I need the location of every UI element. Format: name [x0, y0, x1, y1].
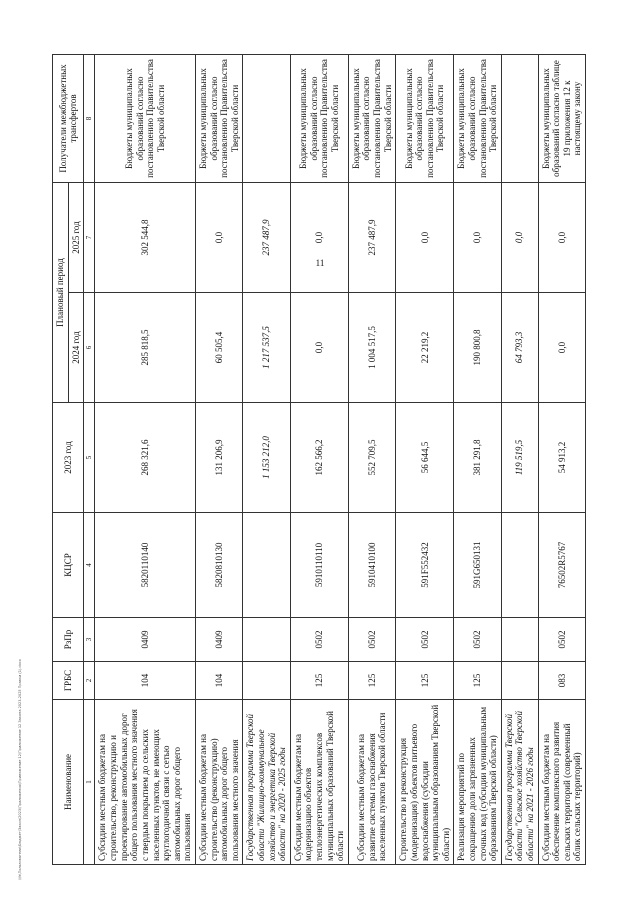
cell-y2025: 0,0	[454, 183, 501, 293]
column-number: 4	[84, 513, 95, 618]
cell-recipients: Бюджеты муниципальных образований согласно постановлению Правительства Тверской области	[454, 55, 501, 183]
cell-kcsr	[243, 513, 290, 618]
cell-y2025: 302 544,8	[95, 183, 195, 293]
cell-y2023: 552 709,5	[348, 403, 395, 513]
column-number: 1	[84, 700, 95, 865]
cell-grbs: 125	[348, 662, 395, 700]
cell-name: Субсидии местным бюджетам на строительство, реконструкцию и проектирование автомобильных дорог общего пользования местного значения с твердым покрытием до сельских населенных пунктов, не имеющих круглогодичной связи с сетью автомобильных дорог общего пользования	[95, 700, 195, 865]
cell-y2024: 22 219,2	[396, 293, 454, 403]
column-number: 7	[84, 183, 95, 293]
cell-y2025: 237 487,9	[348, 183, 395, 293]
cell-y2024: 64 793,3	[501, 293, 538, 403]
transfers-table	[52, 54, 586, 865]
table-row	[396, 55, 454, 865]
table-row	[195, 55, 242, 865]
cell-rzpr	[501, 618, 538, 662]
table-row	[538, 55, 585, 865]
table-body	[95, 55, 586, 865]
cell-rzpr	[243, 618, 290, 662]
table-row	[290, 55, 348, 865]
cell-grbs: 125	[396, 662, 454, 700]
cell-recipients	[501, 55, 538, 183]
column-number: 8	[84, 55, 95, 183]
header-2025: 2025 год	[68, 183, 84, 293]
cell-grbs: 083	[538, 662, 585, 700]
cell-grbs	[501, 662, 538, 700]
cell-recipients	[243, 55, 290, 183]
cell-kcsr: 591F552432	[396, 513, 454, 618]
cell-name: Субсидии местным бюджетам на развитие системы газоснабжения населенных пунктов Тверской области	[348, 700, 395, 865]
column-number: 5	[84, 403, 95, 513]
cell-recipients: Бюджеты муниципальных образований согласно постановлению Правительства Тверской области	[348, 55, 395, 183]
cell-name: Субсидии местным бюджетам на строительство (реконструкцию) автомобильных дорог общего пользования местного значения	[195, 700, 242, 865]
cell-recipients: Бюджеты муниципальных образований согласно постановлению Правительства Тверской области	[195, 55, 242, 183]
column-number: 6	[84, 293, 95, 403]
table-row	[243, 55, 290, 865]
cell-name: Строительство и реконструкция (модернизация) объектов питьевого водоснабжения (субсидии муниципальным образованиям Тверской области)	[396, 700, 454, 865]
cell-kcsr: 5820110140	[95, 513, 195, 618]
header-grbs: ГРБС	[53, 662, 84, 700]
cell-kcsr: 5910410100	[348, 513, 395, 618]
cell-y2024: 190 800,8	[454, 293, 501, 403]
cell-kcsr: 5910110110	[290, 513, 348, 618]
cell-recipients: Бюджеты муниципальных образований согласно постановлению Правительства Тверской области	[396, 55, 454, 183]
cell-kcsr: 76502R5767	[538, 513, 585, 618]
column-number: 3	[84, 618, 95, 662]
header-recipients: Получатели межбюджетных трансфертов	[53, 55, 84, 183]
header-2024: 2024 год	[68, 293, 84, 403]
cell-recipients: Бюджеты муниципальных образований согласно постановлению Правительства Тверской области	[95, 55, 195, 183]
cell-y2024: 60 505,4	[195, 293, 242, 403]
table-row	[501, 55, 538, 865]
cell-grbs: 104	[95, 662, 195, 700]
cell-y2023: 381 291,8	[454, 403, 501, 513]
cell-grbs: 125	[454, 662, 501, 700]
cell-grbs: 125	[290, 662, 348, 700]
cell-y2023: 1 153 212,0	[243, 403, 290, 513]
cell-rzpr: 0502	[290, 618, 348, 662]
cell-y2023: 119 519,5	[501, 403, 538, 513]
cell-y2024: 285 818,5	[95, 293, 195, 403]
page-number: 11	[315, 258, 325, 268]
cell-rzpr: 0502	[396, 618, 454, 662]
cell-kcsr: 591G650131	[454, 513, 501, 618]
cell-name: Реализация мероприятий по сокращению доли загрязненных сточных вод (субсидии муниципальным образованиям Тверской области)	[454, 700, 501, 865]
cell-y2023: 54 913,2	[538, 403, 585, 513]
cell-rzpr: 0502	[538, 618, 585, 662]
cell-y2023: 162 566,2	[290, 403, 348, 513]
cell-y2024: 0,0	[290, 293, 348, 403]
cell-y2024: 0,0	[538, 293, 585, 403]
header-rzpr: РзПр	[53, 618, 84, 662]
cell-name: Государственная программа Тверской области "Жилищно-коммунальное хозяйство и энергетика Тверской области" на 2020 - 2025 годы	[243, 700, 290, 865]
cell-y2024: 1 004 517,5	[348, 293, 395, 403]
cell-name: Государственная программа Тверской области "Сельское хозяйство Тверской области" на 2021 - 2026 годы	[501, 700, 538, 865]
cell-y2023: 131 206,9	[195, 403, 242, 513]
table-row	[95, 55, 195, 865]
header-kcsr: КЦСР	[53, 513, 84, 618]
header-name: Наименование	[53, 700, 84, 865]
cell-y2025: 237 487,9	[243, 183, 290, 293]
cell-y2025: 0,0	[195, 183, 242, 293]
cell-name: Субсидии местным бюджетам на модернизацию объектов теплоэнергетических комплексов муниципальных образований Тверской области	[290, 700, 348, 865]
header-plan-period: Плановый период	[53, 183, 69, 403]
cell-grbs: 104	[195, 662, 242, 700]
cell-kcsr	[501, 513, 538, 618]
cell-name: Субсидии местным бюджетам на обеспечение комплексного развития сельских территорий (современный облик сельских территорий)	[538, 700, 585, 865]
footer-file-path: \\fs\Пользователи\Бюджет\Закон\2023\Приложения\Приложение 12\Приложение 12 Закона 2023-2025 Правки (1).docx	[18, 659, 22, 880]
table-row	[348, 55, 395, 865]
cell-recipients: Бюджеты муниципальных образований согласно таблице 19 приложения 12 к настоящему закону	[538, 55, 585, 183]
cell-recipients: Бюджеты муниципальных образований согласно постановлению Правительства Тверской области	[290, 55, 348, 183]
cell-y2025: 0,0	[538, 183, 585, 293]
cell-y2025: 0,0	[290, 183, 348, 293]
cell-y2024: 1 217 537,5	[243, 293, 290, 403]
rotated-table-container	[52, 55, 592, 865]
table-row	[454, 55, 501, 865]
cell-y2023: 268 321,6	[95, 403, 195, 513]
cell-rzpr: 0409	[95, 618, 195, 662]
cell-rzpr: 0409	[195, 618, 242, 662]
cell-kcsr: 5820810130	[195, 513, 242, 618]
cell-rzpr: 0502	[348, 618, 395, 662]
cell-y2025: 0,0	[396, 183, 454, 293]
column-number: 2	[84, 662, 95, 700]
cell-y2025: 0,0	[501, 183, 538, 293]
cell-grbs	[243, 662, 290, 700]
header-2023: 2023 год	[53, 403, 84, 513]
cell-rzpr: 0502	[454, 618, 501, 662]
cell-y2023: 56 644,5	[396, 403, 454, 513]
